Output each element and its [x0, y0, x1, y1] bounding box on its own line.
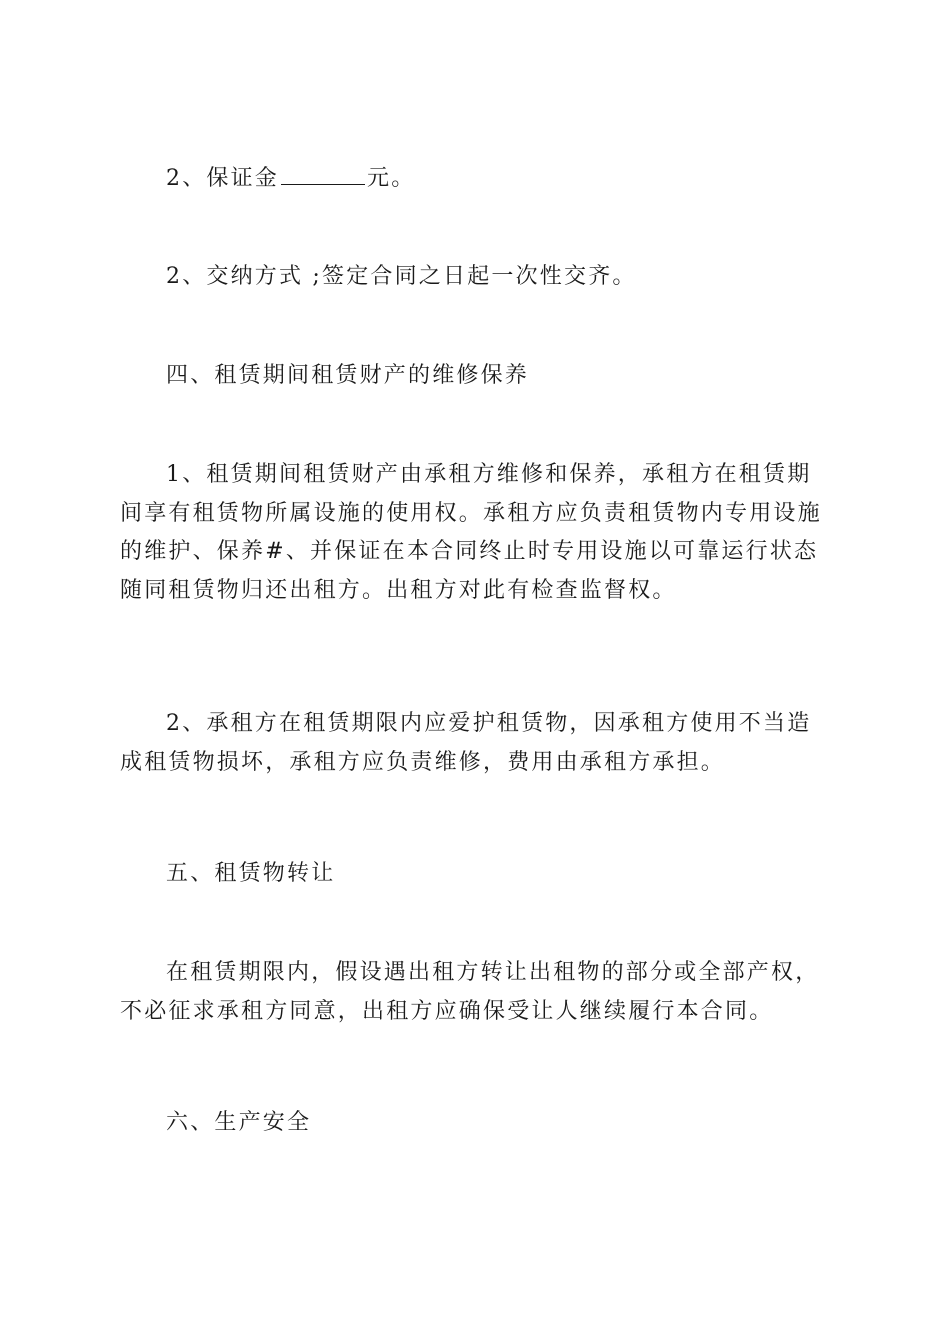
section-5-clause: 在租赁期限内，假设遇出租方转让出租物的部分或全部产权，不必征求承租方同意，出租方应确保受让人继续履行本合同。 [120, 960, 820, 1024]
section-4-clause-1: 1、租赁期间租赁财产由承租方维修和保养，承租方在租赁期间享有租赁物所属设施的使用权。承租方应负责租赁物内专用设施的维护、保养#、并保证在本合同终止时专用设施以可靠运行状态随同租赁物归还出租方。出租方对此有检查监督权。 [120, 462, 822, 603]
deposit-prefix: 2、保证金 [166, 166, 279, 191]
section-5-heading: 五、租赁物转让 [166, 861, 336, 886]
deposit-suffix: 元。 [367, 166, 416, 191]
section-6-heading: 六、生产安全 [166, 1110, 312, 1135]
deposit-line [120, 160, 832, 199]
section-4-heading: 四、租赁期间租赁财产的维修保养 [166, 363, 530, 388]
section-4-clause-2: 2、承租方在租赁期限内应爱护租赁物，因承租方使用不当造成租赁物损坏，承租方应负责维修，费用由承租方承担。 [120, 711, 812, 775]
deposit-amount-blank [281, 164, 365, 185]
payment-method: 2、交纳方式 ;签定合同之日起一次性交齐。 [166, 264, 637, 289]
